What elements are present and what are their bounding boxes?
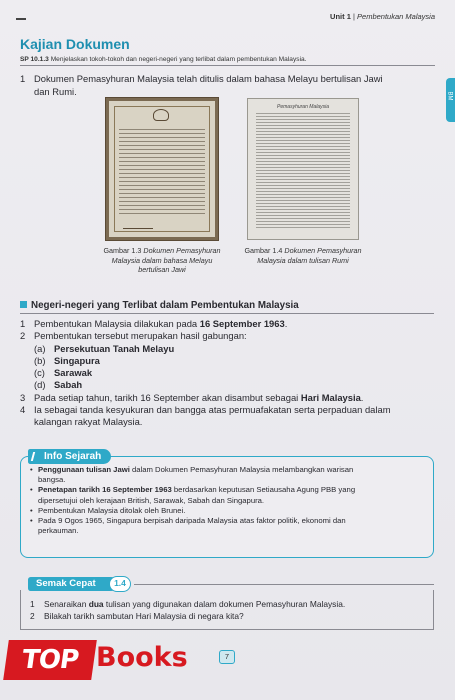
rumi-document-image <box>247 98 359 240</box>
state-name: Sabah <box>54 379 83 391</box>
state-name: Singapura <box>54 354 100 366</box>
point-text: Pembentukan Malaysia dilakukan pada <box>34 318 198 329</box>
unit-number: 1 <box>346 12 351 21</box>
state-item <box>20 343 440 355</box>
intro-line-1 <box>20 72 440 85</box>
info-tag <box>28 449 111 464</box>
caption-2-label: Gambar 1.4 <box>244 246 283 255</box>
unit-title: Pembentukan Malaysia <box>357 12 435 21</box>
jawi-document-image <box>106 98 218 240</box>
point-text: Pada setiap tahun, tarikh 16 September akan disambut sebagai <box>34 391 299 403</box>
point-number: 1 <box>20 318 26 329</box>
states-heading-text: Negeri-negeri yang Terlibat dalam Pembentukan Malaysia <box>31 300 299 311</box>
side-tab-label: BM <box>446 91 453 101</box>
state-item <box>20 379 440 391</box>
intro-paragraph <box>20 72 440 98</box>
info-bold: Penggunaan tulisan Jawi <box>38 465 130 474</box>
caption-1-label: Gambar 1.3 <box>103 246 142 255</box>
question-bold: dua <box>88 599 104 609</box>
state-label: (c) <box>34 367 45 379</box>
caption-2-line-1 <box>230 246 376 256</box>
page-number: 7 <box>219 650 235 664</box>
state-label: (d) <box>34 379 46 391</box>
unit-label: Unit <box>330 12 345 21</box>
question-text: Bilakah tarikh sambutan Hari Malaysia di negara kita? <box>44 611 244 621</box>
question-2 <box>30 610 430 622</box>
info-text: dalam Dokumen Pemasyhuran Malaysia melambangkan warisan <box>131 465 354 474</box>
sp-text: Menjelaskan tokoh-tokoh dan negeri-negeri yang terlibat dalam pembentukan Malaysia. <box>50 56 307 63</box>
intro-text-1: Dokumen Pemasyhuran Malaysia telah ditulis dalam bahasa Melayu bertulisan Jawi <box>34 73 383 84</box>
caption-1-text-2: Malaysia dalam bahasa Melayu <box>111 255 213 265</box>
info-item-cont: perkauman. <box>38 526 79 536</box>
question-1 <box>30 598 430 610</box>
point-text: Ia sebagai tanda kesyukuran dan bangga atas permuafakatan serta perpaduan dalam <box>34 404 391 416</box>
state-label: (a) <box>34 342 46 354</box>
rumi-doc-title: Pemasyhuran Malaysia <box>277 104 329 110</box>
caption-1-line-1 <box>84 246 240 256</box>
caption-2-text-1: Dokumen Pemasyhuran <box>284 246 362 255</box>
side-tab <box>446 78 455 122</box>
figure-caption-1 <box>84 246 240 275</box>
semak-number: 1.4 <box>109 576 131 592</box>
jawi-text-lines <box>119 129 205 215</box>
state-item <box>20 355 440 367</box>
caption-1-line-2 <box>84 256 240 266</box>
state-label: (b) <box>34 354 46 366</box>
point-bold: 16 September 1963 <box>199 318 285 329</box>
separator: | <box>352 12 355 21</box>
info-text: berdasarkan keputusan Setiausaha Agung PBB yang <box>173 485 356 495</box>
divider <box>20 65 435 66</box>
question-number: 1 <box>30 599 35 609</box>
question-text: Senaraikan <box>44 599 87 609</box>
divider <box>20 313 434 314</box>
logo-top: TOP <box>3 640 97 680</box>
point-4-cont: kalangan rakyat Malaysia. <box>34 416 143 428</box>
caption-1-text-1: Dokumen Pemasyhuran <box>143 246 221 255</box>
info-item <box>30 465 428 475</box>
point-1 <box>20 318 440 330</box>
point-number: 3 <box>20 391 26 403</box>
intro-line-2: dan Rumi. <box>34 86 77 97</box>
caption-2-line-2 <box>230 256 376 266</box>
state-item <box>20 367 440 379</box>
info-item-cont: bangsa. <box>38 475 66 485</box>
semak-tag: Semak Cepat <box>28 577 118 591</box>
states-list <box>20 318 440 429</box>
signature-mark <box>123 223 153 229</box>
running-head <box>330 12 435 21</box>
sp-code: SP 10.1.3 <box>20 56 49 63</box>
states-heading <box>20 300 299 311</box>
divider <box>134 584 434 585</box>
info-item-cont: dipersetujui oleh kerajaan British, Sarawak, Sabah dan Singapura. <box>38 495 265 505</box>
info-bold: Penetapan tarikh 16 September 1963 <box>38 485 172 495</box>
royal-crest-icon <box>153 109 169 121</box>
figure-caption-2 <box>230 246 376 265</box>
info-list <box>30 465 428 536</box>
info-item <box>30 485 428 495</box>
info-slash-icon <box>31 452 41 461</box>
info-item: • Pada 9 Ogos 1965, Singapura berpisah daripada Malaysia atas faktor politik, ekonomi dan <box>30 516 428 526</box>
point-bold: Hari Malaysia <box>300 391 361 403</box>
state-name: Sarawak <box>54 367 93 379</box>
bullet-square-icon <box>20 301 27 308</box>
point-number: 4 <box>20 404 26 416</box>
header-dash <box>16 18 26 20</box>
point-3 <box>20 392 440 404</box>
section-title: Kajian Dokumen <box>20 36 130 52</box>
point-number: 2 <box>20 330 26 342</box>
topbooks-logo <box>0 632 210 688</box>
caption-1-line-3 <box>84 265 240 275</box>
point-end: . <box>284 318 288 329</box>
intro-number: 1 <box>20 73 26 84</box>
question-number: 2 <box>30 611 35 621</box>
caption-2-text-2: Malaysia dalam tulisan Rumi <box>257 255 349 265</box>
semak-questions <box>30 598 430 622</box>
point-end: . <box>360 391 364 403</box>
point-2 <box>20 330 440 342</box>
caption-1-text-3: bertulisan Jawi <box>138 265 186 274</box>
info-tag-label: Info Sejarah <box>44 451 102 462</box>
question-text: tulisan yang digunakan dalam dokumen Pemasyhuran Malaysia. <box>105 599 346 609</box>
logo-books: Books <box>96 642 188 673</box>
point-4 <box>20 404 440 416</box>
info-item: • Pembentukan Malaysia ditolak oleh Brunei. <box>30 506 428 516</box>
rumi-text-lines <box>256 113 350 229</box>
point-text: Pembentukan tersebut merupakan hasil gabungan: <box>34 330 247 342</box>
state-name: Persekutuan Tanah Melayu <box>54 342 175 354</box>
standard-line <box>20 56 307 63</box>
